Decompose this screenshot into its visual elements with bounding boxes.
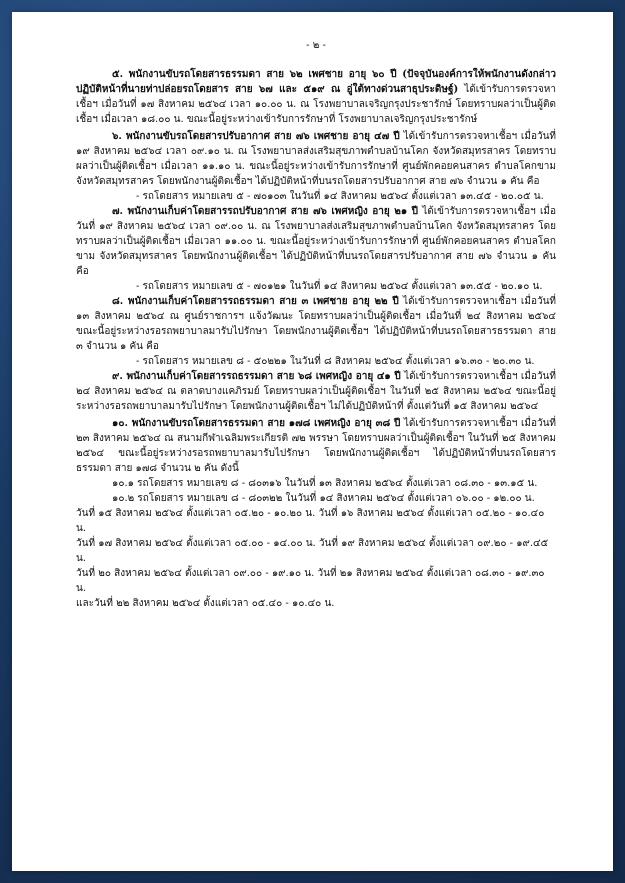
item-heading: ๙. พนักงานเก็บค่าโดยสารรถธรรมดา สาย ๖๘ เพศหญิง อายุ ๔๑ ปี — [112, 371, 401, 382]
schedule-line: วันที่ ๑๕ สิงหาคม ๒๕๖๔ ตั้งแต่เวลา ๐๕.๒๐ - ๑๐.๒๐ น. วันที่ ๑๖ สิงหาคม ๒๕๖๔ ตั้งแต่เวลา ๐๕.๒๐ - ๑๐.๔๐ น. — [76, 508, 545, 534]
item-heading: ๕. พนักงานขับรถโดยสารธรรมดา สาย ๖๒ เพศชาย อายุ ๖๐ ปี (ปัจจุบันองค์การให้พนักงานดังกล่าว ปฏิบัติหน้าที่นายท่าปล่อยรถโดยสาร สาย ๖๗ และ ๕๑๙ ณ อู่ใต้ทางด่วนสาธุประดิษฐ์) — [76, 69, 556, 95]
item-text: ได้เข้ารับการตรวจหาเชื้อฯ เมื่อวันที่ ๒๓ สิงหาคม ๒๕๖๔ ณ สนามกีฬาเฉลิมพระเกียรติ ๗๒ พรรษา โดยทราบผลว่าเป็นผู้ติดเชื้อฯ ในวันที่ ๒๕ สิงหาคม ๒๕๖๔ ขณะนี้อยู่ระหว่างรอรถพยาบาลมารับไปรักษา โดยพนักงานผู้ติดเชื้อฯ ได้ปฏิบัติหน้าที่บนรถโดยสารธรรมดา สาย ๑๗๘ จำนวน ๒ คัน ดังนี้ — [76, 418, 556, 474]
bus-detail: ๑๐.๒ รถโดยสาร หมายเลข ๘ - ๘๐๓๒๒ ในวันที่ ๑๔ สิงหาคม ๒๕๖๔ ตั้งแต่เวลา ๐๖.๐๐ - ๑๒.๐๐ น. — [112, 493, 535, 504]
bus-detail: - รถโดยสาร หมายเลข ๕ - ๗๐๑๐๓ ในวันที่ ๑๔ สิงหาคม ๒๕๖๔ ตั้งแต่เวลา ๑๓.๔๕ - ๒๐.๐๕ น. — [136, 191, 544, 202]
item-text: ได้เข้ารับการตรวจหาเชื้อฯ เมื่อวันที่ ๑๗ สิงหาคม ๒๕๖๔ เวลา ๑๐.๐๐ น. ณ โรงพยาบาลเจริญกรุงประชารักษ์ โดยทราบผลว่าเป็นผู้ติดเชื้อฯ เมื่อเวลา ๑๘.๐๐ น. ขณะนี้อยู่ระหว่างเข้ารับการรักษาที่ โรงพยาบาลเจริญกรุงประชารักษ์ — [76, 84, 556, 125]
item-heading: ๑๐. พนักงานขับรถโดยสารธรรมดา สาย ๑๗๘ เพศหญิง อายุ ๓๘ ปี — [112, 418, 401, 429]
item-heading: ๘. พนักงานเก็บค่าโดยสารรถธรรมดา สาย ๓ เพศชาย อายุ ๒๒ ปี — [112, 296, 399, 307]
item-heading: ๗. พนักงานเก็บค่าโดยสารรถปรับอากาศ สาย ๗๖ เพศหญิง อายุ ๒๑ ปี — [112, 206, 419, 217]
item-8 — [76, 294, 556, 354]
item-10 — [76, 416, 556, 476]
item-heading: ๖. พนักงานขับรถโดยสารปรับอากาศ สาย ๗๖ เพศชาย อายุ ๔๗ ปี — [112, 131, 400, 142]
page-number: - ๒ - — [306, 40, 326, 51]
item-text: ได้เข้ารับการตรวจหาเชื้อฯ เมื่อวันที่ ๒๔ สิงหาคม ๒๕๖๔ ณ ตลาดบางแคภิรมย์ โดยทราบผลว่าเป็นผู้ติดเชื้อฯ ในวันที่ ๒๕ สิงหาคม ๒๕๖๔ ขณะนี้อยู่ระหว่างรอรถพยาบาลมารับไปรักษา โดยพนักงานผู้ติดเชื้อฯ ไม่ได้ปฏิบัติหน้าที่ ตั้งแต่วันที่ ๑๕ สิงหาคม ๒๕๖๔ — [76, 371, 556, 412]
bus-detail: - รถโดยสาร หมายเลข ๘ - ๕๐๒๒๑ ในวันที่ ๘ สิงหาคม ๒๕๖๔ ตั้งแต่เวลา ๑๖.๓๐ - ๒๐.๓๐ น. — [136, 356, 535, 367]
schedule-line: วันที่ ๒๐ สิงหาคม ๒๕๖๔ ตั้งแต่เวลา ๐๙.๐๐ - ๑๙.๑๐ น. วันที่ ๒๑ สิงหาคม ๒๕๖๔ ตั้งแต่เวลา ๐๘.๓๐ - ๑๙.๓๐ น. — [76, 568, 545, 594]
item-5 — [76, 67, 556, 127]
schedule-line: และวันที่ ๒๒ สิงหาคม ๒๕๖๔ ตั้งแต่เวลา ๐๕.๔๐ - ๑๐.๔๐ น. — [76, 598, 335, 609]
item-9 — [76, 369, 556, 414]
item-6 — [76, 129, 556, 189]
item-text: ได้เข้ารับการตรวจหาเชื้อฯ เมื่อวันที่ ๑๙ สิงหาคม ๒๕๖๔ เวลา ๐๙.๐๐ น. ณ โรงพยาบาลส่งเสริมสุขภาพตำบลบ้านโคก จังหวัดสมุทรสาคร โดยทราบผลว่าเป็นผู้ติดเชื้อฯ เมื่อเวลา ๑๑.๐๐ น. ขณะนี้อยู่ระหว่างเข้ารับการรักษาที่ ศูนย์พักคอยคนสาคร ตำบลโคกขาม จังหวัดสมุทรสาคร โดยพนักงานผู้ติดเชื้อฯ ได้ปฏิบัติหน้าที่บนรถโดยสารปรับอากาศ สาย ๗๖ จำนวน ๑ คัน คือ — [76, 206, 556, 277]
item-text: ได้เข้ารับการตรวจหาเชื้อฯ เมื่อวันที่ ๑๓ สิงหาคม ๒๕๖๔ ณ ศูนย์ราชการฯ แจ้งวัฒนะ โดยทราบผลว่าเป็นผู้ติดเชื้อฯ เมื่อวันที่ ๒๔ สิงหาคม ๒๕๖๔ ขณะนี้อยู่ระหว่างรอรถพยาบาลมารับไปรักษา โดยพนักงานผู้ติดเชื้อฯ ได้ปฏิบัติหน้าที่บนรถโดยสารธรรมดา สาย ๓ จำนวน ๑ คัน คือ — [76, 296, 556, 352]
schedule-line: วันที่ ๑๗ สิงหาคม ๒๕๖๔ ตั้งแต่เวลา ๐๕.๐๐ - ๑๔.๐๐ น. วันที่ ๑๙ สิงหาคม ๒๕๖๔ ตั้งแต่เวลา ๐๙.๒๐ - ๑๙.๔๕ น. — [76, 538, 549, 564]
bus-detail: - รถโดยสาร หมายเลข ๕ - ๗๐๑๒๑ ในวันที่ ๑๔ สิงหาคม ๒๕๖๔ ตั้งแต่เวลา ๑๓.๕๕ - ๒๐.๑๐ น. — [136, 281, 543, 292]
document-body — [76, 38, 556, 611]
bus-detail: ๑๐.๑ รถโดยสาร หมายเลข ๘ - ๘๐๓๑๖ ในวันที่ ๑๓ สิงหาคม ๒๕๖๔ ตั้งแต่เวลา ๐๘.๓๐ - ๑๓.๑๕ น. — [112, 478, 538, 489]
item-text: ได้เข้ารับการตรวจหาเชื้อฯ เมื่อวันที่ ๑๙ สิงหาคม ๒๕๖๔ เวลา ๐๙.๑๐ น. ณ โรงพยาบาลส่งเสริมสุขภาพตำบลบ้านโคก จังหวัดสมุทรสาคร โดยทราบผลว่าเป็นผู้ติดเชื้อฯ เมื่อเวลา ๑๑.๑๐ น. ขณะนี้อยู่ระหว่างเข้ารับการรักษาที่ ศูนย์พักคอยคนสาคร ตำบลโคกขาม จังหวัดสมุทรสาคร โดยพนักงานผู้ติดเชื้อฯ ได้ปฏิบัติหน้าที่บนรถโดยสารปรับอากาศ สาย ๗๖ จำนวน ๑ คัน คือ — [76, 131, 556, 187]
item-7 — [76, 204, 556, 279]
document-page — [12, 12, 613, 871]
